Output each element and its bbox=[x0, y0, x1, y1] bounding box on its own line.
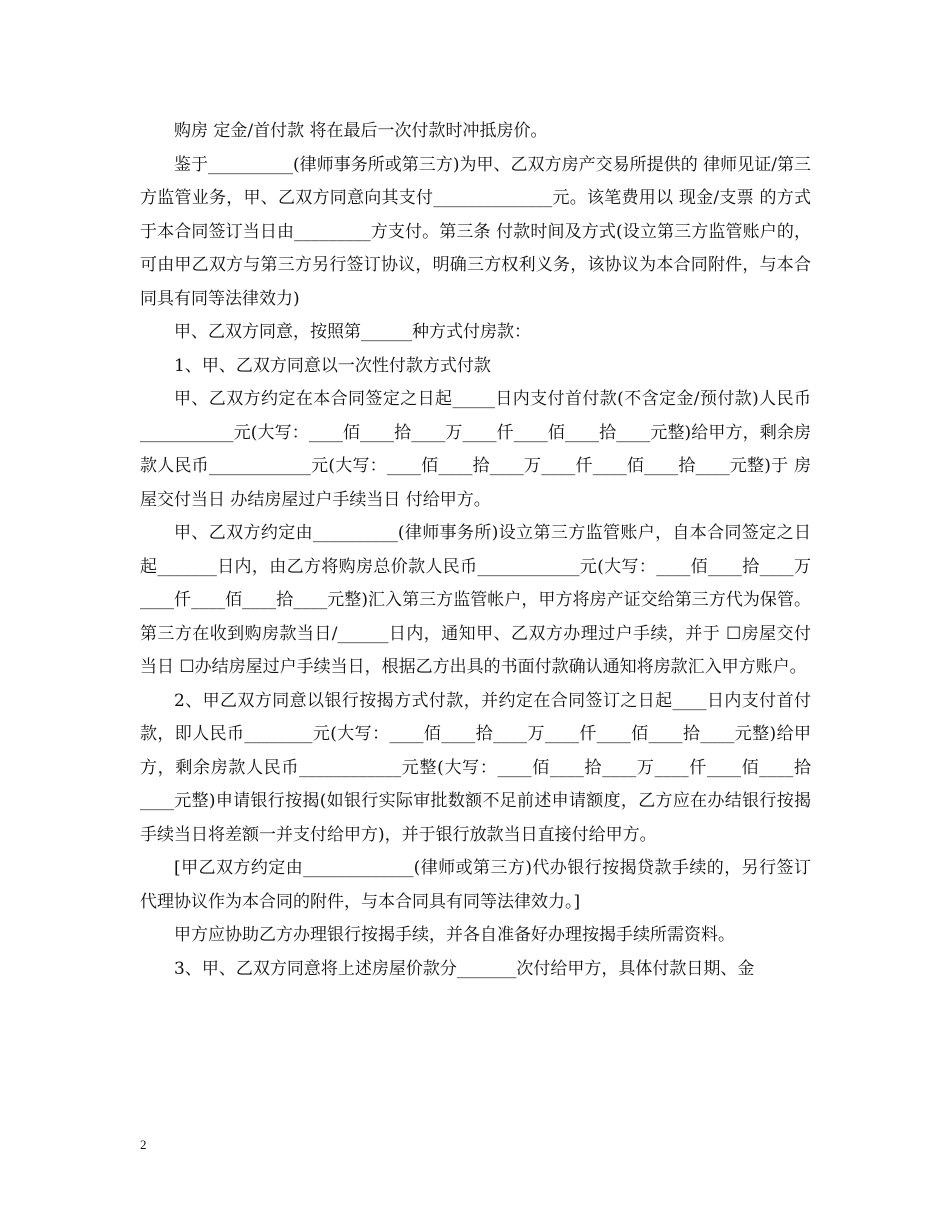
paragraph-deposit-offset: 购房 定金/首付款 将在最后一次付款时冲抵房价。 bbox=[174, 121, 548, 141]
paragraph-mortgage-agent: [甲乙双方约定由_____________(律师或第三方)代办银行按揭贷款手续的，另行签订代理协议作为本合同的附件，与本合同具有同等法律效力。] bbox=[140, 858, 811, 912]
paragraph-option-3-installments: 3、甲、乙双方同意将上述房屋价款分_______次付给甲方，具体付款日期、金 bbox=[174, 958, 755, 979]
page-number: 2 bbox=[140, 1137, 147, 1152]
paragraph-escrow-account: 甲、乙双方约定由__________(律师事务所)设立第三方监管账户，自本合同签定之日起_______日内，由乙方将购房总价款人民币____________元(大写：____佰____拾____万____仟____佰____拾____元整)汇入第三方监管帐户，甲方将房产证交给第三方代为保管。第三方在收到购房款当日/______日内，通知甲、乙双方办理过户手续，并于 ☐房屋交付当日 ☐办结房屋过户手续当日，根据乙方出具的书面付款确认通知将房款汇入甲方账户。 bbox=[140, 523, 811, 677]
document-body bbox=[140, 115, 811, 986]
paragraph-option-2-mortgage: 2、甲乙双方同意以银行按揭方式付款，并约定在合同签订之日起____日内支付首付款，即人民币________元(大写：____佰____拾____万____仟____佰____拾____元整)给甲方，剩余房款人民币____________元整(大写：____佰____拾____万____仟____佰____拾____元整)申请银行按揭(如银行实际审批数额不足前述申请额度，乙方应在办结银行按揭手续当日将差额一并支付给甲方)，并于银行放款当日直接付给甲方。 bbox=[140, 690, 811, 845]
paragraph-option-1-heading: 1、甲、乙双方同意以一次性付款方式付款 bbox=[174, 355, 491, 376]
paragraph-payment-method-choice: 甲、乙双方同意，按照第______种方式付房款： bbox=[174, 322, 531, 342]
paragraph-third-party-fee: 鉴于__________(律师事务所或第三方)为甲、乙双方房产交易所提供的 律师见证/第三方监管业务，甲、乙双方同意向其支付______________元。该笔费用以 现金/支票 的方式于本合同签订当日由_________方支付。第三条 付款时间及方式(设立第三方监管账户的，可由甲乙双方与第三方另行签订协议，明确三方权利义务，该协议为本合同附件，与本合同具有同等法律效力) bbox=[140, 154, 811, 309]
paragraph-option-1-terms: 甲、乙双方约定在本合同签定之日起_____日内支付首付款(不含定金/预付款)人民币___________元(大写：____佰____拾____万____仟____佰____拾____元整)给甲方，剩余房款人民币____________元(大写：____佰____拾____万____仟____佰____拾____元整)于 房屋交付当日 办结房屋过户手续当日 付给甲方。 bbox=[140, 389, 811, 510]
paragraph-mortgage-assistance: 甲方应协助乙方办理银行按揭手续，并各自准备好办理按揭手续所需资料。 bbox=[174, 925, 735, 945]
